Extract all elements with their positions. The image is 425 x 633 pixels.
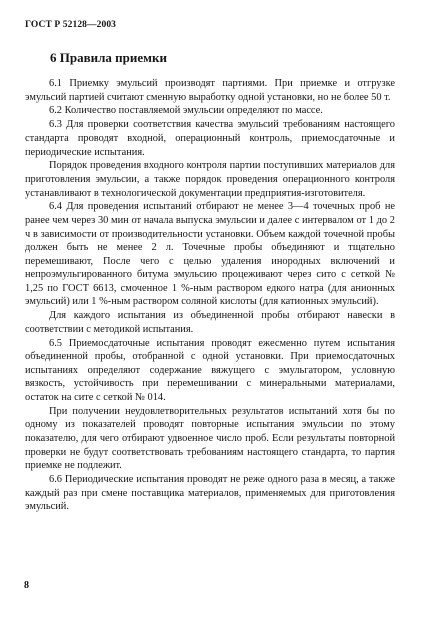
paragraph: Порядок проведения входного контроля партии поступивших материалов для приготовления эмульсии, а также порядок проведения операционного контроля устанавливают в технологической документации предприятия-изготовителя.	[25, 160, 395, 199]
paragraph: 6.4 Для проведения испытаний отбирают не менее 3—4 точечных проб не ранее чем через 30 мин от начала выпуска эмульсии и далее с интервалом от 1 до 2 ч в зависимости от производительности установки. Объем каждой точечной пробы должен быть не менее 2 л. Точечные пробы объединяют и тщательно перемешивают, После чего с целью удаления инородных включений и непроэмульгированного битума эмульсию процеживают через сито с сеткой № 1,25 по ГОСТ 6613, смоченное 1 %-ным раствором едкого натра (для анионных эмульсий) или 1 %-ным раствором соляной кислоты (для катионных эмульсий).	[25, 201, 395, 308]
section-title: 6 Правила приемки	[50, 50, 167, 65]
paragraph: 6.6 Периодические испытания проводят не реже одного раза в месяц, а также каждый раз при смене поставщика материалов, применяемых для приготовления эмульсий.	[25, 473, 395, 513]
paragraph: 6.1 Приемку эмульсий производят партиями. При приемке и отгрузке эмульсий партией считают сменную выработку одной установки, но не более 50 т.	[25, 78, 395, 103]
paragraph: Для каждого испытания из объединенной пробы отбирают навески в соответствии с методикой испытания.	[25, 310, 395, 335]
section-body	[25, 77, 395, 514]
page-number: 8	[24, 580, 29, 591]
paragraph: При получении неудовлетворительных результатов испытаний хотя бы по одному из показателей проводят повторные испытания эмульсии по этому показателю, для чего отбирают удвоенное число проб. Если результаты повторной проверки не будут соответствовать требованиям настоящего стандарта, то партия приемке не подлежит.	[25, 405, 395, 472]
paragraph: 6.5 Приемосдаточные испытания проводят ежесменно путем испытания объединенной пробы, отобранной с одной установки. При приемосдаточных испытаниях определяют содержание вяжущего с эмульгатором, условную вязкость, устойчивость при перемешивании с минеральными материалами, остаток на сите с сеткой № 014.	[25, 337, 395, 403]
paragraph: 6.2 Количество поставляемой эмульсии определяют по массе.	[49, 105, 323, 117]
paragraph: 6.3 Для проверки соответствия качества эмульсий требованиям настоящего стандарта проводят входной, операционный контроль, приемосдаточные и периодические испытания.	[25, 119, 395, 158]
document-header: ГОСТ Р 52128—2003	[25, 20, 117, 30]
